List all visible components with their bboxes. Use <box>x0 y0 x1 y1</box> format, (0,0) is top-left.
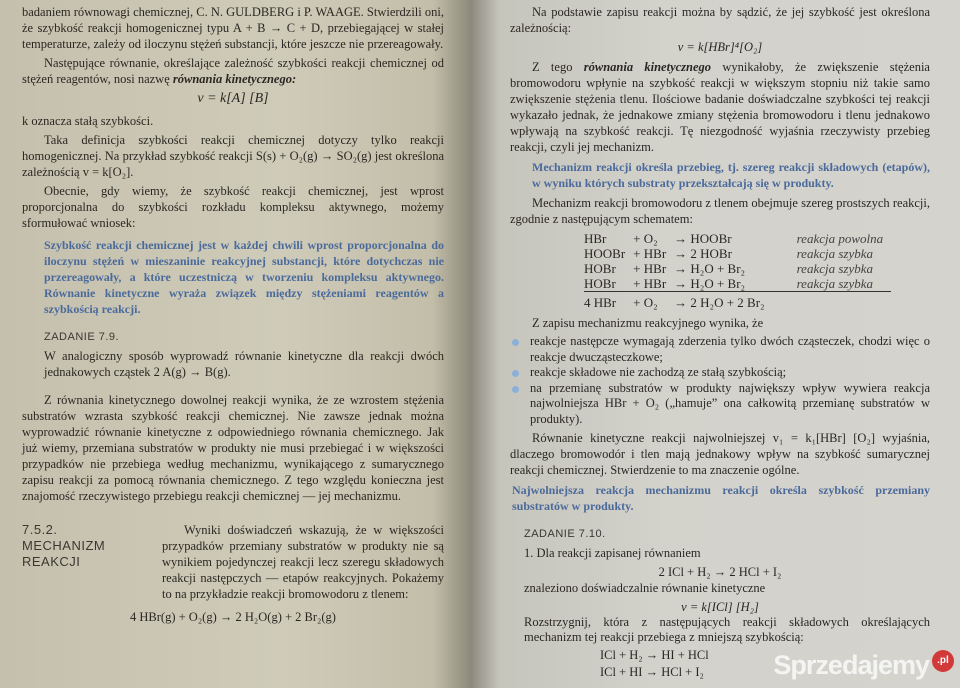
paragraph: Taka definicja szybkości reakcji chemicznej dotyczy tylko reakcji homogenicznej. Na przykład szybkość reakcji S(s) + O₂(g) → SO₂(g) jest określona zależnością v = k[O₂]. <box>22 133 444 179</box>
highlighted-rule: Najwolniejsza reakcja mechanizmu reakcji określa szybkość przemiany substratów w produkty. <box>512 483 930 513</box>
section-number: 7.5.2. <box>22 522 58 537</box>
task-text: W analogiczny sposób wyprowadź równanie kinetyczne dla reakcji dwóch jednakowych cząstek 2 A(g) → B(g). <box>44 349 444 379</box>
reaction-speed-note: reakcja powolna <box>796 231 884 246</box>
left-page <box>0 0 470 688</box>
reaction-part: + O₂ <box>633 231 658 246</box>
reaction-part: + HBr <box>633 261 667 276</box>
reaction-speed-note: reakcja szybka <box>796 276 874 291</box>
list-item-text: na przemianę substratów w produkty największy wpływ wywiera reakcja najwolniejsza HBr + O₂ („hamuje” ona całkowitą przemianę substratów w produkty). <box>530 380 930 426</box>
reaction-part: → 2 HOBr <box>674 246 732 261</box>
reaction-part: HBr <box>584 231 607 246</box>
term: równania kinetycznego <box>583 60 712 74</box>
reaction-part: HOBr <box>584 261 616 276</box>
task-item: 1. Dla reakcji zapisanej równaniem <box>524 546 701 560</box>
reactant: 4 HBr <box>584 292 633 311</box>
section-heading <box>22 522 162 605</box>
paragraph: Z zapisu mechanizmu reakcyjnego wynika, że <box>532 316 764 330</box>
paragraph <box>22 55 444 87</box>
right-page <box>470 0 960 688</box>
list-item-text: reakcje następcze wymagają zderzenia tylko dwóch cząsteczek, chodzi więc o reakcje dwucząsteczkowe; <box>530 334 930 364</box>
reactant: + O₂ <box>633 292 674 311</box>
scheme-row <box>584 261 891 276</box>
reaction-part: + HBr <box>633 276 667 291</box>
equation: ICl + HI → HCl + I₂ <box>600 665 704 679</box>
task-heading: ZADANIE 7.10. <box>524 528 606 540</box>
section-title: MECHANIZM <box>22 538 106 553</box>
equation: v = k[ICl] [H₂] <box>681 600 759 614</box>
paragraph: Równanie kinetyczne reakcji najwolniejszej v₁ = k₁[HBr] [O₂] wyjaśnia, dlaczego bromowodór i tlen mają jednakowy wpływ na szybkość sumarycznej reakcji chemicznej. Stwierdzenie to ma znaczenie ogólne. <box>510 431 930 477</box>
paragraph: Z równania kinetycznego dowolnej reakcji wynika, że ze wzrostem stężenia substratów wzrasta szybkość reakcji chemicznej. Nie zawsze jednak można wyprowadzić równanie kinetyczne z odpowiedniego równania chemicznego. Jak już wiemy, przemiana substratów w produkty nie musi przebiegać i w większości przypadków nie przebiega według mechanizmu, wynikającego z sumarycznego zapisu reakcji za pomocą równania chemicznego. Z tego względu konieczna jest znajomość rzeczywistego przebiegu reakcji chemicznej — jej mechanizmu. <box>22 393 444 503</box>
reaction-part: → H₂O + Br₂ <box>674 261 746 276</box>
reaction-scheme <box>584 231 891 310</box>
equation: v = k[HBr]⁴[O₂] <box>677 40 763 54</box>
list-item-text: reakcje składowe nie zachodzą ze stałą szybkością; <box>530 365 787 379</box>
paragraph: Wyniki doświadczeń wskazują, że w większości przypadków przemiany substratów w produkty nie są wynikiem pojedynczej reakcji lecz szeregu składowych reakcji następczych — etapów reakcyjnych. Pokażemy to na przykładzie reakcji bromowodoru z tlenem: <box>162 523 444 601</box>
bullet-icon <box>512 386 519 393</box>
text: Z tego <box>532 60 584 74</box>
paragraph: k oznacza stałą szybkości. <box>22 114 154 128</box>
list-item <box>516 334 930 365</box>
highlighted-rule: Szybkość reakcji chemicznej jest w każdej chwili wprost proporcjonalna do iloczynu stężeń w mieszaninie reakcyjnej substancji, które dotychczas nie przereagowały, a które uczestniczą w tworzeniu kompleksu aktywnego. Równanie kinetyczne wyraża związek między stężeniami reagentów a szybkością reakcji. <box>44 238 444 316</box>
equation: ICl + H₂ → HI + HCl <box>600 648 709 662</box>
bullet-list <box>510 334 930 427</box>
bullet-icon <box>512 370 519 377</box>
reaction-speed-note: reakcja szybka <box>796 246 874 261</box>
paragraph: Na podstawie zapisu reakcji można by sądzić, że jej szybkość jest określona zależnością: <box>510 5 930 35</box>
scheme-row <box>584 276 891 292</box>
watermark <box>773 650 954 680</box>
text: Następujące równanie, określające zależność szybkości reakcji chemicznej od stężeń reagentów, nosi nazwę <box>22 56 444 86</box>
watermark-badge: .pl <box>932 650 954 672</box>
bullet-icon <box>512 339 519 346</box>
reaction-speed-note: reakcja szybka <box>796 261 874 276</box>
task-text: znaleziono doświadczalnie równanie kinetyczne <box>524 581 766 595</box>
list-item <box>516 381 930 428</box>
equation: 2 ICl + H₂ → 2 HCl + I₂ <box>658 565 782 579</box>
paragraph <box>510 59 930 155</box>
paragraph: Mechanizm reakcji bromowodoru z tlenem obejmuje szereg prostszych reakcji, zgodnie z następującym schematem: <box>510 196 930 226</box>
reaction-part: + HBr <box>633 246 667 261</box>
paragraph: Obecnie, gdy wiemy, że szybkość reakcji chemicznej, jest wprost proporcjonalna do szybkości rozkładu kompleksu aktywnego, możemy sformułować wniosek: <box>22 184 444 230</box>
scheme-row <box>584 246 891 261</box>
text: wynikałoby, że zwiększenie stężenia bromowodoru wpłynie na szybkość reakcji w większym stopniu niż takie samo zwiększenie stężenia tlenu. Ilościowe badanie doświadczalne szybkości tej reakcji wykazało jednak, że jednakowe zmiany stężenia bromowodoru i tlenu jednakowo wpływają na szybkość reakcji. Tę niezgodność wyjaśnia rzeczywisty przebieg reakcji, czyli jej mechanizm. <box>510 60 930 154</box>
highlighted-rule: Mechanizm reakcji określa przebieg, tj. szereg reakcji składowych (etapów), w wyniku których substraty przekształcają się w produkty. <box>532 160 930 190</box>
reaction-part: → H₂O + Br₂ <box>674 276 746 291</box>
list-item <box>516 365 930 381</box>
equation: v = k[A] [B] <box>197 91 269 106</box>
scheme-row <box>584 231 891 246</box>
watermark-logo: Sprzedajemy <box>773 650 929 680</box>
reaction-part: → HOOBr <box>674 231 732 246</box>
reaction-part: HOOBr <box>584 246 626 261</box>
products: → 2 H₂O + 2 Br₂ <box>674 292 772 311</box>
section-title: REAKCJI <box>22 554 81 569</box>
scheme-sum-row <box>584 292 891 311</box>
paragraph: badaniem równowagi chemicznej, C. N. GULDBERG i P. WAAGE. Stwierdzili oni, że szybkość reakcji homogenicznej typu A + B → C + D, przebiegającej w stałej temperaturze, zależy od iloczynu stężeń substancji, które jeszcze nie przereagowały. <box>22 5 444 51</box>
reaction-part: HOBr <box>584 276 616 291</box>
task-heading: ZADANIE 7.9. <box>44 331 120 343</box>
equation: 4 HBr(g) + O₂(g) → 2 H₂O(g) + 2 Br₂(g) <box>130 610 336 624</box>
term: równania kinetycznego: <box>172 72 297 86</box>
task-text: Rozstrzygnij, która z następujących reakcji składowych określających mechanizm tej reakcji przebiega z mniejszą szybkością: <box>524 615 930 644</box>
section <box>22 522 444 605</box>
